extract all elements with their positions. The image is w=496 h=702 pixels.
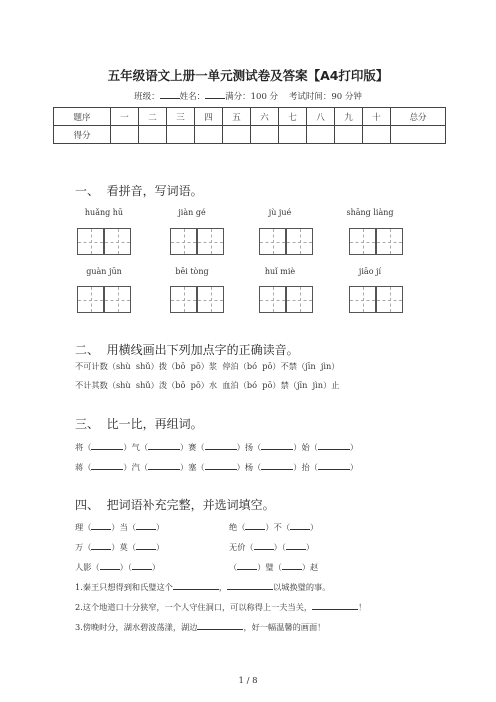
score-cell: 五 [223, 108, 251, 126]
idiom-blank[interactable] [282, 561, 302, 570]
score-cell: 七 [279, 108, 307, 126]
compare-char: 塞 [188, 462, 197, 472]
idiom-right-2: 无价（ ）（ ） [229, 542, 315, 552]
idiom-right-1: 绝（ ）不（ ） [229, 522, 319, 532]
fill-question-2 [75, 601, 366, 613]
idiom-text: 万 [75, 542, 84, 552]
pronunciation-line-1[interactable]: 不可计数（shù shǔ）拨（bō pō）浆 停泊（bó pō）不禁（jīn jìn） [75, 361, 340, 371]
writing-grid-box[interactable] [170, 228, 197, 255]
exam-info-line [0, 90, 496, 102]
writing-grid-box[interactable] [104, 228, 131, 255]
word-blank[interactable] [261, 441, 293, 450]
pinyin-label: huǎng hū [84, 208, 124, 217]
idiom-right-3: （ ）璧（ ）赵 [229, 562, 319, 572]
exam-time-label: 考试时间：90 分钟 [288, 92, 362, 102]
pinyin-label: jiàn gé [178, 208, 206, 217]
section-2-heading: 二、 用横线画出下列加点字的正确读音。 [75, 343, 299, 357]
idiom-text: 无价 [229, 542, 246, 552]
idiom-text: 绝 [229, 522, 238, 532]
score-row-label: 得分 [54, 126, 111, 144]
word-blank[interactable] [318, 441, 350, 450]
writing-grid-box[interactable] [376, 286, 403, 313]
writing-grid-box[interactable] [197, 228, 224, 255]
score-input-cell[interactable] [307, 126, 335, 144]
idiom-text: 人影 [75, 562, 92, 572]
compare-row-2: 蒋（ ）汽（ ）塞（ ）杨（ ）抬（ ） [75, 462, 359, 472]
idiom-blank[interactable] [91, 521, 111, 530]
compare-char: 气 [131, 442, 140, 452]
idiom-text: 不 [273, 522, 282, 532]
score-input-cell[interactable] [279, 126, 307, 144]
compare-char: 杨 [244, 462, 254, 472]
question-text: 3.傍晚时分，湖水碧波荡漾，湖边 [75, 622, 198, 632]
answer-blank[interactable] [197, 621, 243, 630]
question-text: 2.这个地道口十分狭窄，一个人守住洞口，可以称得上一夫当关， [75, 602, 313, 612]
writing-grid-box[interactable] [197, 286, 224, 313]
writing-grid-box[interactable] [77, 286, 104, 313]
page-number: 1 / 8 [238, 676, 258, 686]
score-input-cell[interactable] [335, 126, 363, 144]
compare-char: 汽 [131, 462, 140, 472]
idiom-blank[interactable] [100, 561, 120, 570]
class-blank[interactable] [160, 91, 180, 99]
page-title: 五年级语文上册一单元测试卷及答案【A4打印版】 [107, 68, 389, 83]
score-cell: 九 [335, 108, 363, 126]
score-input-cell[interactable] [167, 126, 195, 144]
score-cell: 一 [111, 108, 139, 126]
fill-question-1 [75, 581, 330, 593]
compare-char: 赛 [188, 442, 197, 452]
idiom-blank[interactable] [290, 521, 310, 530]
score-input-cell[interactable] [391, 126, 446, 144]
answer-blank[interactable] [312, 601, 358, 610]
word-blank[interactable] [261, 461, 293, 470]
idiom-left-2: 万（ ）莫（ ） [75, 542, 165, 552]
answer-blank[interactable] [173, 581, 219, 590]
writing-grid-box[interactable] [286, 228, 313, 255]
compare-char: 蒋 [75, 462, 84, 472]
writing-grid-box[interactable] [349, 286, 376, 313]
idiom-blank[interactable] [136, 521, 156, 530]
pinyin-label: jù jué [268, 208, 292, 217]
score-input-cell[interactable] [139, 126, 167, 144]
compare-char: 抬 [301, 462, 310, 472]
idiom-blank[interactable] [245, 521, 265, 530]
score-cell: 总分 [391, 108, 446, 126]
writing-grid-box[interactable] [170, 286, 197, 313]
idiom-blank[interactable] [237, 561, 257, 570]
score-cell: 三 [167, 108, 195, 126]
score-table-header-row [54, 108, 446, 126]
section-3-heading: 三、 比一比，再组词。 [75, 417, 203, 431]
compare-char: 始 [301, 442, 310, 452]
score-input-cell[interactable] [111, 126, 139, 144]
pinyin-label: bēi tòng [175, 267, 209, 276]
score-cell: 题序 [54, 108, 111, 126]
writing-grid-box[interactable] [376, 228, 403, 255]
score-cell: 二 [139, 108, 167, 126]
writing-grid-box[interactable] [286, 286, 313, 313]
class-label: 班级： [134, 92, 160, 102]
compare-row-1: 将（ ）气（ ）赛（ ）扬（ ）始（ ） [75, 442, 359, 452]
writing-grid-box[interactable] [77, 228, 104, 255]
fill-question-3 [75, 621, 325, 633]
pinyin-label: jiāo jí [358, 267, 382, 276]
pinyin-label: huǐ miè [264, 267, 296, 276]
compare-char: 扬 [244, 442, 254, 452]
question-text: ！ [358, 602, 367, 612]
score-input-cell[interactable] [223, 126, 251, 144]
pinyin-label: guàn jūn [86, 267, 122, 276]
question-text: 1.秦王只想得到和氏璧这个 [75, 582, 173, 592]
score-cell: 四 [195, 108, 223, 126]
question-text: ，好一幅温馨的画面！ [243, 622, 326, 632]
writing-grid-box[interactable] [104, 286, 131, 313]
score-input-cell[interactable] [363, 126, 391, 144]
score-input-cell[interactable] [251, 126, 279, 144]
question-text: ， [218, 582, 228, 592]
idiom-text: 当 [119, 522, 128, 532]
pinyin-label: shāng liàng [346, 208, 394, 217]
question-text: 以城换璧的事。 [273, 582, 331, 592]
score-cell: 十 [363, 108, 391, 126]
idiom-blank[interactable] [286, 541, 306, 550]
idiom-blank[interactable] [136, 541, 156, 550]
score-table [53, 107, 446, 144]
idiom-text: 莫 [119, 542, 128, 552]
idiom-blank[interactable] [254, 541, 274, 550]
idiom-text: 赵 [310, 562, 319, 572]
pronunciation-line-2[interactable]: 不计其数（shù shǔ）泼（bō pō）水 血泊（bó pō）禁（jīn jìn）止 [75, 380, 340, 390]
compare-char: 将 [75, 442, 84, 452]
score-input-cell[interactable] [195, 126, 223, 144]
score-cell: 八 [307, 108, 335, 126]
idiom-text: 理 [75, 522, 84, 532]
word-blank[interactable] [148, 461, 180, 470]
score-cell: 六 [251, 108, 279, 126]
word-blank[interactable] [148, 441, 180, 450]
word-blank[interactable] [91, 441, 123, 450]
writing-grid-box[interactable] [259, 286, 286, 313]
word-blank[interactable] [205, 461, 237, 470]
idiom-blank[interactable] [132, 561, 152, 570]
idiom-blank[interactable] [91, 541, 111, 550]
writing-grid-box[interactable] [349, 228, 376, 255]
score-table-score-row [54, 126, 446, 144]
word-blank[interactable] [318, 461, 350, 470]
idiom-left-3: 人影（ ）（ ） [75, 562, 161, 572]
answer-blank[interactable] [227, 581, 273, 590]
section-4-heading: 四、 把词语补充完整，并选词填空。 [75, 498, 275, 512]
word-blank[interactable] [205, 441, 237, 450]
idiom-text: 璧 [265, 562, 274, 572]
name-blank[interactable] [205, 91, 225, 99]
idiom-left-1: 理（ ）当（ ） [75, 522, 165, 532]
section-1-heading: 一、 看拼音，写词语。 [75, 184, 203, 198]
name-label: 姓名： [179, 92, 206, 102]
writing-grid-box[interactable] [259, 228, 286, 255]
word-blank[interactable] [91, 461, 123, 470]
full-score-label: 满分：100 分 [225, 92, 279, 102]
